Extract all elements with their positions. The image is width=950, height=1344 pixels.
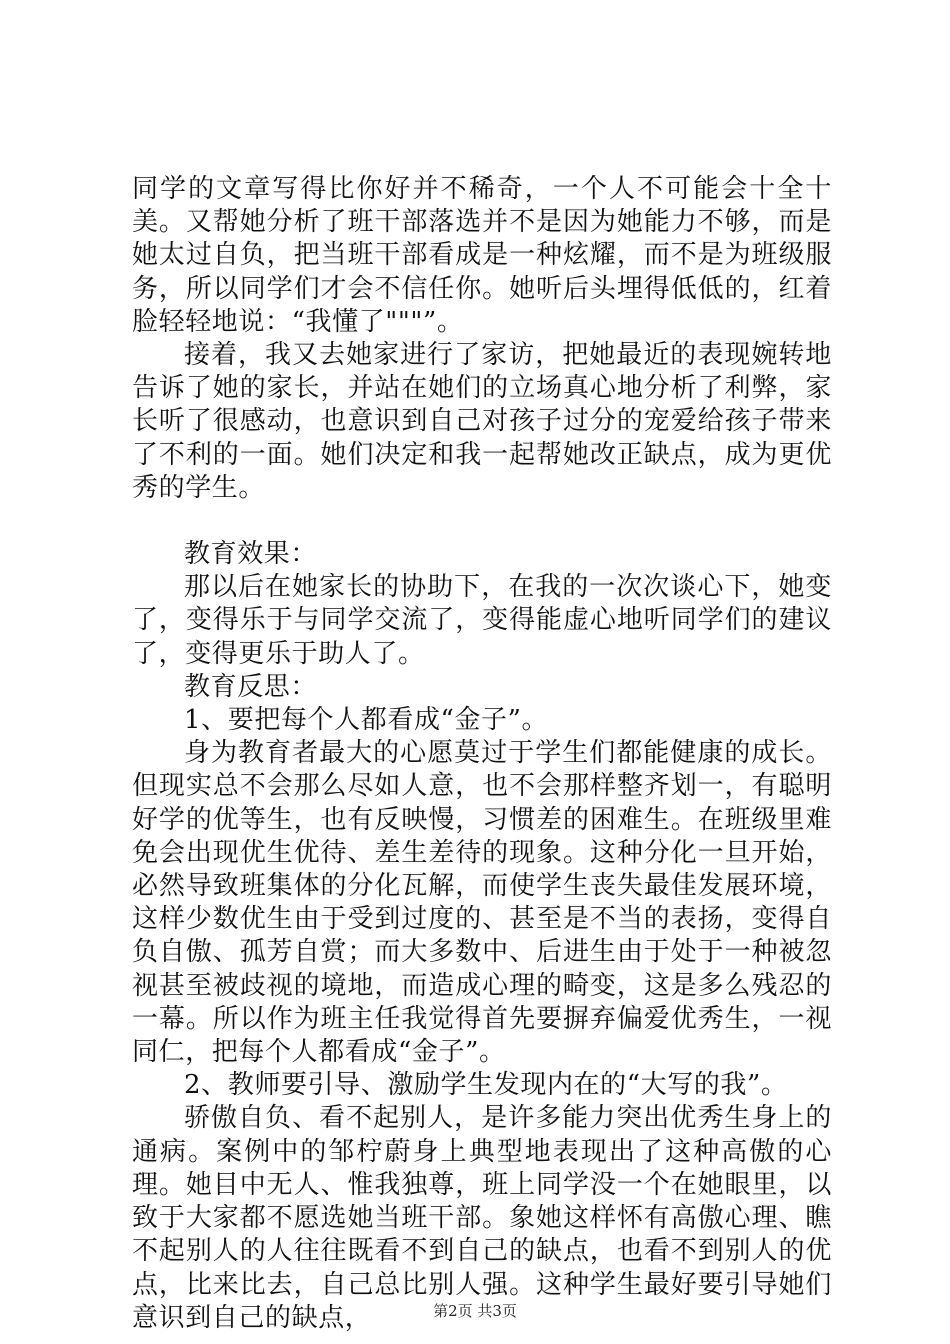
reflection-point-2-heading: 2、教师要引导、激励学生发现内在的“大写的我”。 xyxy=(184,1070,788,1101)
reflection-point-2-body: 骄傲自负、看不起别人，是许多能力突出优秀生身上的通病。案例中的邹柠蔚身上典型地表现出了这种高傲的心理。她目中无人、惟我独尊，班上同学没一个在她眼里，以致于大家都不愿选她当班干部。象她这样怀有高傲心理、瞧不起别人的人往往既看不到自己的缺点，也看不到别人的优点，比来比去，自己总比别人强。这种学生最好要引导她们意识到自己的缺点， xyxy=(132,1103,832,1333)
heading-education-effect: 教育效果： xyxy=(184,539,318,570)
paragraph-home-visit: 接着，我又去她家进行了家访，把她最近的表现婉转地告诉了她的家长，并站在她们的立场真心地分析了利弊，家长听了很感动，也意识到自己对孩子过分的宠爱给孩子带来了不利的一面。她们决定和我一起帮她改正缺点，成为更优秀的学生。 xyxy=(132,340,832,503)
reflection-point-1-heading: 1、要把每个人都看成“金子”。 xyxy=(184,705,549,736)
paragraph-continuation: 同学的文章写得比你好并不稀奇，一个人不可能会十全十美。又帮她分析了班干部落选并不是因为她能力不够，而是她太过自负，把当班干部看成是一种炫耀，而不是为班级服务，所以同学们才会不信任你。她听后头埋得低低的，红着脸轻轻地说：“我懂了"""”。 xyxy=(132,174,832,337)
page-footer: 第2页 共3页 xyxy=(433,1302,517,1320)
document-body xyxy=(132,173,832,1335)
heading-education-reflection: 教育反思： xyxy=(184,671,318,702)
reflection-point-1-body: 身为教育者最大的心愿莫过于学生们都能健康的成长。但现实总不会那么尽如人意，也不会那样整齐划一，有聪明好学的优等生，也有反映慢，习惯差的困难生。在班级里难免会出现优生优待、差生差待的现象。这种分化一旦开始，必然导致班集体的分化瓦解，而使学生丧失最佳发展环境，这样少数优生由于受到过度的、甚至是不当的表扬，变得自负自傲、孤芳自赏；而大多数中、后进生由于处于一种被忽视甚至被歧视的境地，而造成心理的畸变，这是多么残忍的一幕。所以作为班主任我觉得首先要摒弃偏爱优秀生，一视同仁，把每个人都看成“金子”。 xyxy=(132,738,832,1068)
paragraph-education-effect: 那以后在她家长的协助下，在我的一次次谈心下，她变了，变得乐于与同学交流了，变得能虚心地听同学们的建议了，变得更乐于助人了。 xyxy=(132,572,832,669)
